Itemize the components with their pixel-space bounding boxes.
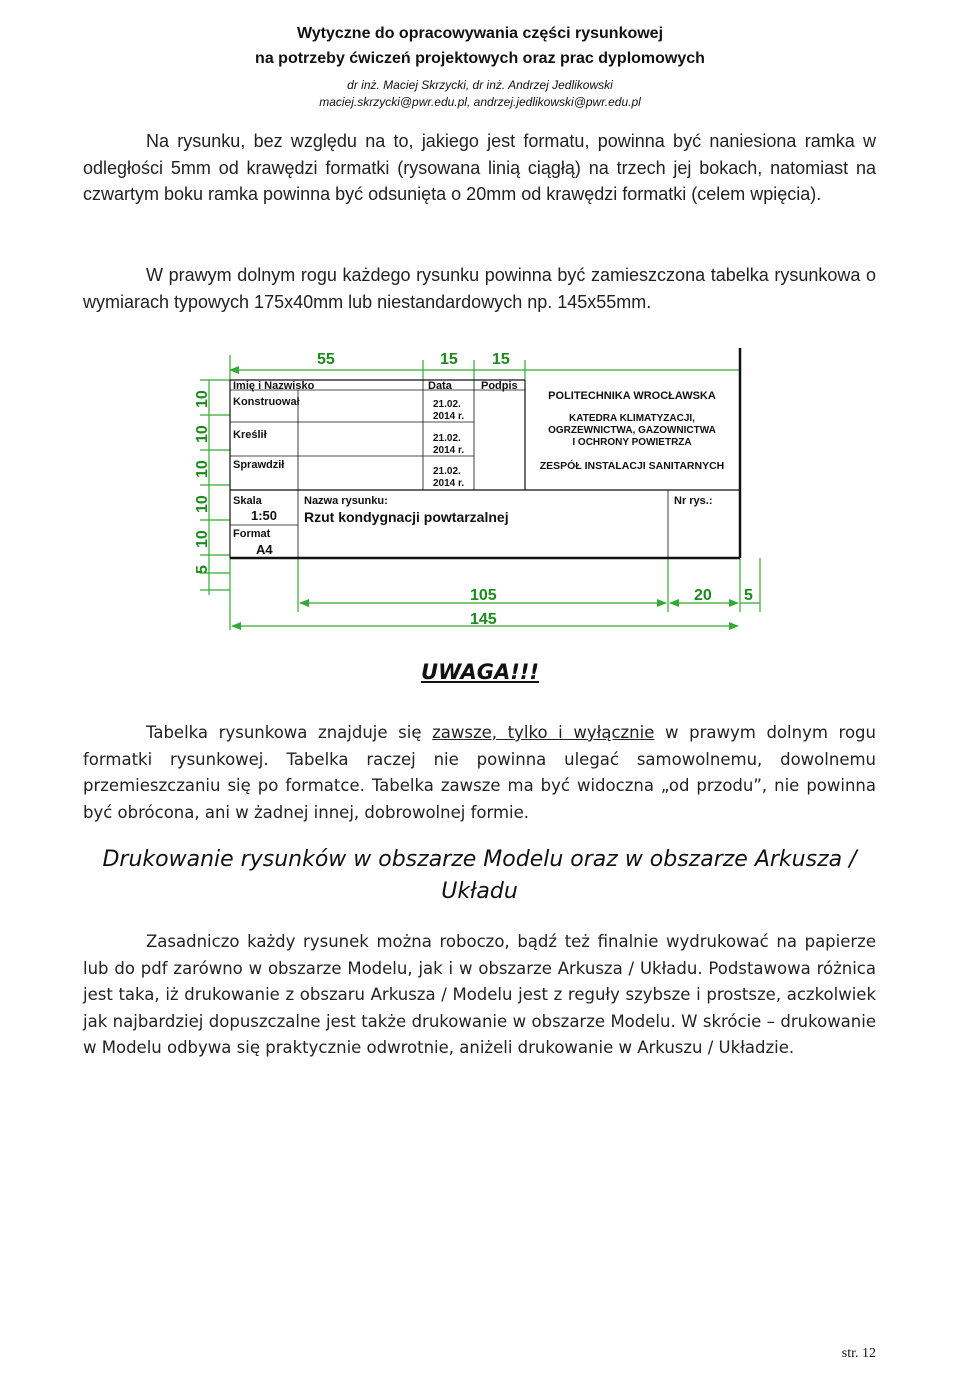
dim-left-5: 5 <box>194 565 211 574</box>
drawing-number-label: Nr rys.: <box>674 495 713 507</box>
dim-bottom-20: 20 <box>694 587 712 604</box>
date1-year: 2014 r. <box>433 411 465 422</box>
date1-day: 21.02. <box>433 399 461 410</box>
dim-left-10c: 10 <box>194 460 211 478</box>
paragraph-printing-text: Zasadniczo każdy rysunek można roboczo, bądź też finalnie wydrukować na papierze lub do pdf zarówno w obszarze Modelu, jak i w obszarze Arkusza / Układu. Podstawowa różnica jest taka, iż drukowanie z obszaru Arkusza / Modelu jest z reguły szybsze i prostsze, aczkolwiek jak najbardziej dopuszczalne jest także drukowanie w obszarze Modelu. W skrócie – drukowanie w Modelu odbywa się praktycznie odwrotnie, aniżeli drukowanie w Arkuszu / Układzie. <box>83 932 876 1057</box>
org-department-line3: I OCHRONY POWIETRZA <box>572 437 692 448</box>
dim-left-10b: 10 <box>194 495 211 513</box>
dim-top-15b: 15 <box>492 351 510 368</box>
paragraph-title-block-size <box>83 262 876 315</box>
date2-day: 21.02. <box>433 433 461 444</box>
document-title-line2: na potrzeby ćwiczeń projektowych oraz prac dyplomowych <box>255 50 705 67</box>
dim-left-10d: 10 <box>194 425 211 443</box>
dim-bottom-105: 105 <box>470 587 497 604</box>
paragraph-title-block-placement <box>83 720 876 826</box>
scale-value: 1:50 <box>251 508 278 523</box>
title-block-texts <box>233 380 724 557</box>
page-number: str. 12 <box>841 1346 876 1361</box>
paragraph-printing <box>83 929 876 1062</box>
drawing-name-label: Nazwa rysunku: <box>304 495 388 507</box>
org-department-line1: KATEDRA KLIMATYZACJI, <box>569 413 695 424</box>
date2-year: 2014 r. <box>433 445 465 456</box>
dim-top-15a: 15 <box>440 351 458 368</box>
top-dimension-line <box>230 351 740 380</box>
date3-day: 21.02. <box>433 466 461 477</box>
placement-text-c: w prawym dolnym rogu formatki rysunkowej. Tabelka raczej nie powinna ulegać samowolnemu, dowolnemu przemieszczaniu się po formatce. Tabelka zawsze ma być widoczna „od przodu”, nie powinna być obrócona, ani w żadnej innej, dobrowolnej formie. <box>83 723 876 822</box>
authors-line: dr inż. Maciej Skrzycki, dr inż. Andrzej Jedlikowski <box>347 78 613 92</box>
placement-text-a: Tabelka rysunkowa znajduje się <box>146 723 433 742</box>
emails-line: maciej.skrzycki@pwr.edu.pl, andrzej.jedlikowski@pwr.edu.pl <box>319 95 641 109</box>
row-designed: Konstruował <box>233 396 300 408</box>
dim-bottom-145: 145 <box>470 611 497 628</box>
paragraph-title-block-size-text: W prawym dolnym rogu każdego rysunku powinna być zamieszczona tabelka rysunkowa o wymiarach typowych 175x40mm lub niestandardowych np. 145x55mm. <box>83 265 876 312</box>
row-checked: Sprawdził <box>233 459 285 471</box>
row-drawn: Kreślił <box>233 429 267 441</box>
header-name: Imię i Nazwisko <box>233 380 315 392</box>
placement-text-emphasis: zawsze, tylko i wyłącznie <box>432 723 655 742</box>
format-label: Format <box>233 528 271 540</box>
warning-heading: UWAGA!!! <box>421 660 539 684</box>
dim-left-10e: 10 <box>194 390 211 408</box>
date3-year: 2014 r. <box>433 478 465 489</box>
org-team: ZESPÓŁ INSTALACJI SANITARNYCH <box>539 460 725 472</box>
dim-left-10a: 10 <box>194 530 211 548</box>
drawing-name-value: Rzut kondygnacji powtarzalnej <box>304 509 509 525</box>
format-value: A4 <box>256 542 273 557</box>
paragraph-frame-rules-text: Na rysunku, bez względu na to, jakiego jest formatu, powinna być naniesiona ramka w odległości 5mm od krawędzi formatki (rysowana linią ciągłą) na trzech jej bokach, natomiast na czwartym boku ramka powinna być odsunięta o 20mm od krawędzi formatki (celem wpięcia). <box>83 131 876 204</box>
document-title-line1: Wytyczne do opracowywania części rysunkowej <box>296 25 664 42</box>
bottom-dimension-lines <box>230 558 760 630</box>
scale-label: Skala <box>233 495 262 507</box>
section-heading: Drukowanie rysunków w obszarze Modelu oraz w obszarze Arkusza / Układu <box>102 847 857 904</box>
header-date: Data <box>428 380 452 392</box>
left-dimension-line <box>194 380 230 595</box>
dim-bottom-5: 5 <box>744 587 753 604</box>
title-block-drawing <box>0 330 960 650</box>
org-university: POLITECHNIKA WROCŁAWSKA <box>548 390 716 402</box>
header-sign: Podpis <box>481 380 518 392</box>
org-department-line2: OGRZEWNICTWA, GAZOWNICTWA <box>548 425 716 436</box>
paragraph-frame-rules <box>83 128 876 208</box>
dim-top-55: 55 <box>317 351 335 368</box>
